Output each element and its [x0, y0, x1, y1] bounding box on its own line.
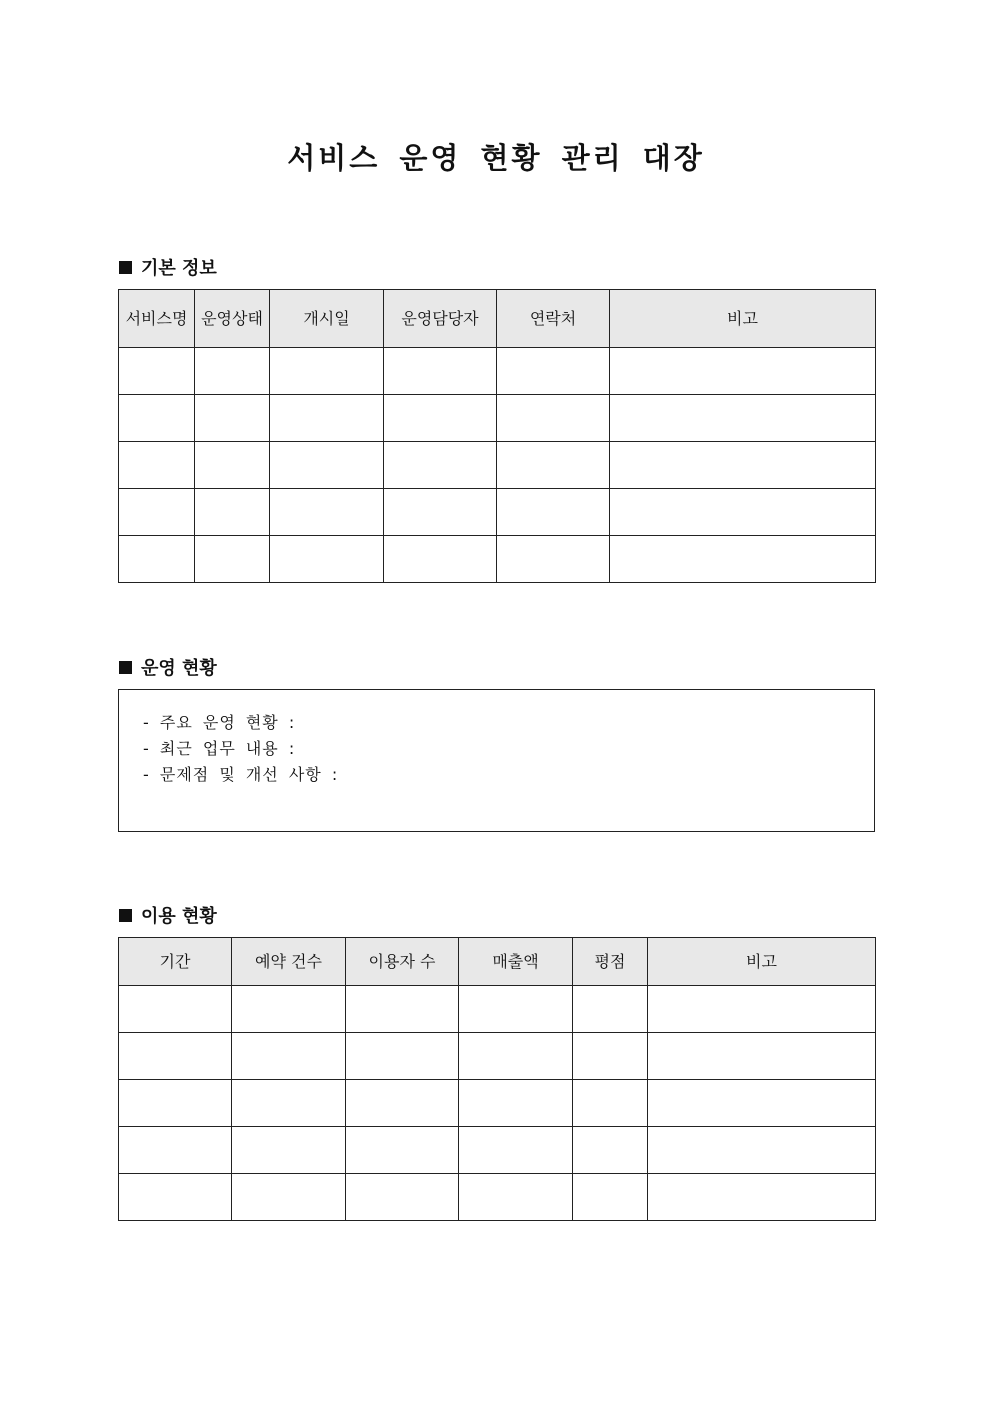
table-cell[interactable]	[648, 1033, 876, 1080]
table-cell[interactable]	[270, 442, 384, 489]
table-cell[interactable]	[232, 1033, 346, 1080]
square-bullet-icon	[119, 261, 132, 274]
table-cell[interactable]	[648, 1174, 876, 1221]
table-cell[interactable]	[232, 1174, 346, 1221]
table-cell[interactable]	[232, 1080, 346, 1127]
section-heading-operation	[119, 654, 217, 680]
table-cell[interactable]	[195, 348, 270, 395]
table-cell[interactable]	[384, 536, 497, 583]
table-cell[interactable]	[119, 1033, 232, 1080]
section-heading-operation-label: 운영 현황	[141, 658, 217, 679]
table-cell[interactable]	[119, 1174, 232, 1221]
table-cell[interactable]	[497, 489, 610, 536]
table-cell[interactable]	[384, 489, 497, 536]
table-row	[119, 348, 876, 395]
table-cell[interactable]	[610, 395, 876, 442]
table-cell[interactable]	[497, 395, 610, 442]
list-item-main-status: - 주요 운영 현황 :	[143, 713, 296, 732]
table-cell[interactable]	[573, 986, 648, 1033]
table-cell[interactable]	[195, 489, 270, 536]
table-cell[interactable]	[119, 1080, 232, 1127]
table-row	[119, 986, 876, 1033]
table-cell[interactable]	[459, 1033, 573, 1080]
table-cell[interactable]	[573, 1127, 648, 1174]
table-cell[interactable]	[459, 986, 573, 1033]
table-cell[interactable]	[195, 395, 270, 442]
table-header-row	[119, 290, 876, 348]
column-header-start-date: 개시일	[270, 290, 384, 348]
table-cell[interactable]	[232, 1127, 346, 1174]
table-cell[interactable]	[119, 489, 195, 536]
table-cell[interactable]	[610, 348, 876, 395]
usage-table	[118, 937, 876, 1221]
table-cell[interactable]	[497, 536, 610, 583]
table-row	[119, 1174, 876, 1221]
table-cell[interactable]	[648, 1127, 876, 1174]
square-bullet-icon	[119, 661, 132, 674]
table-cell[interactable]	[384, 395, 497, 442]
table-cell[interactable]	[119, 1127, 232, 1174]
basic-info-table	[118, 289, 876, 583]
column-header-contact: 연락처	[497, 290, 610, 348]
column-header-users: 이용자 수	[346, 938, 459, 986]
operation-status-box	[118, 689, 875, 832]
table-cell[interactable]	[610, 536, 876, 583]
table-cell[interactable]	[573, 1080, 648, 1127]
column-header-manager: 운영담당자	[384, 290, 497, 348]
column-header-bookings: 예약 건수	[232, 938, 346, 986]
table-cell[interactable]	[384, 442, 497, 489]
table-row	[119, 1127, 876, 1174]
column-header-remarks: 비고	[648, 938, 876, 986]
table-cell[interactable]	[610, 442, 876, 489]
list-item-issues: - 문제점 및 개선 사항 :	[143, 765, 339, 784]
column-header-rating: 평점	[573, 938, 648, 986]
table-cell[interactable]	[195, 536, 270, 583]
table-cell[interactable]	[497, 442, 610, 489]
table-cell[interactable]	[270, 395, 384, 442]
table-cell[interactable]	[270, 489, 384, 536]
table-row	[119, 1080, 876, 1127]
table-row	[119, 395, 876, 442]
section-heading-usage	[119, 902, 217, 928]
table-cell[interactable]	[346, 1080, 459, 1127]
table-cell[interactable]	[346, 1127, 459, 1174]
table-header-row	[119, 938, 876, 986]
table-cell[interactable]	[459, 1080, 573, 1127]
column-header-remarks: 비고	[610, 290, 876, 348]
column-header-revenue: 매출액	[459, 938, 573, 986]
column-header-service-name: 서비스명	[119, 290, 195, 348]
table-cell[interactable]	[119, 442, 195, 489]
table-cell[interactable]	[573, 1174, 648, 1221]
table-cell[interactable]	[459, 1174, 573, 1221]
column-header-period: 기간	[119, 938, 232, 986]
table-cell[interactable]	[119, 348, 195, 395]
table-cell[interactable]	[384, 348, 497, 395]
column-header-status: 운영상태	[195, 290, 270, 348]
table-cell[interactable]	[232, 986, 346, 1033]
section-heading-basic-label: 기본 정보	[141, 258, 217, 279]
table-cell[interactable]	[573, 1033, 648, 1080]
document-title: 서비스 운영 현황 관리 대장	[287, 141, 705, 175]
table-cell[interactable]	[195, 442, 270, 489]
list-item-recent-work: - 최근 업무 내용 :	[143, 739, 296, 758]
table-cell[interactable]	[346, 1174, 459, 1221]
table-cell[interactable]	[270, 348, 384, 395]
table-cell[interactable]	[648, 1080, 876, 1127]
table-row	[119, 1033, 876, 1080]
operation-status-list	[119, 690, 874, 788]
table-cell[interactable]	[459, 1127, 573, 1174]
table-row	[119, 442, 876, 489]
table-row	[119, 536, 876, 583]
table-cell[interactable]	[346, 986, 459, 1033]
table-cell[interactable]	[610, 489, 876, 536]
table-cell[interactable]	[119, 536, 195, 583]
table-cell[interactable]	[346, 1033, 459, 1080]
table-cell[interactable]	[119, 986, 232, 1033]
section-heading-usage-label: 이용 현황	[141, 906, 217, 927]
table-cell[interactable]	[497, 348, 610, 395]
table-cell[interactable]	[119, 395, 195, 442]
table-row	[119, 489, 876, 536]
table-cell[interactable]	[648, 986, 876, 1033]
square-bullet-icon	[119, 909, 132, 922]
table-cell[interactable]	[270, 536, 384, 583]
section-heading-basic	[119, 254, 217, 280]
